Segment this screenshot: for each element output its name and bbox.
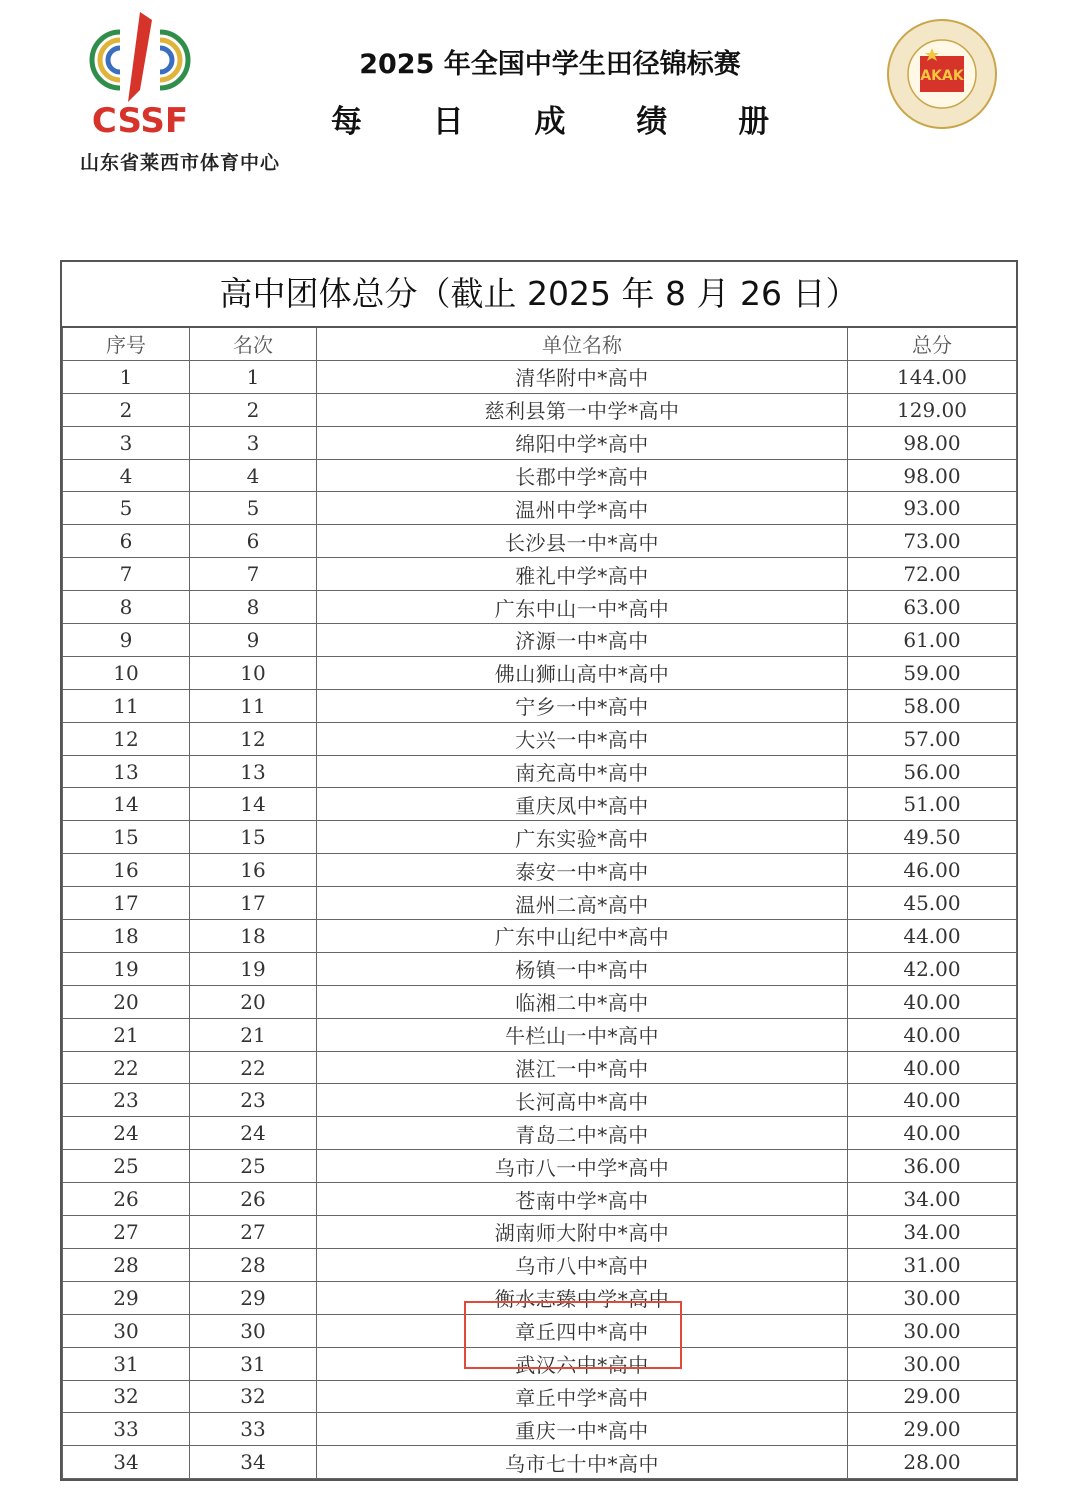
cell-index: 31: [63, 1347, 190, 1380]
cell-total: 28.00: [848, 1446, 1017, 1479]
cell-total: 98.00: [848, 459, 1017, 492]
cell-index: 17: [63, 887, 190, 920]
cell-total: 63.00: [848, 591, 1017, 624]
cell-team: 温州二高*高中: [317, 887, 848, 920]
cell-rank: 21: [190, 1018, 317, 1051]
table-row: [63, 1117, 1017, 1150]
cell-team: 长沙县一中*高中: [317, 525, 848, 558]
cell-rank: 29: [190, 1281, 317, 1314]
cell-rank: 12: [190, 722, 317, 755]
cell-index: 24: [63, 1117, 190, 1150]
table-row: [63, 393, 1017, 426]
cell-index: 32: [63, 1380, 190, 1413]
cell-index: 7: [63, 558, 190, 591]
cell-index: 34: [63, 1446, 190, 1479]
cell-team: 佛山狮山高中*高中: [317, 656, 848, 689]
column-header-rank: 名次: [190, 328, 317, 360]
cell-index: 29: [63, 1281, 190, 1314]
highlight-box: [464, 1301, 682, 1369]
cell-team: 重庆凤中*高中: [317, 788, 848, 821]
cell-team: 清华附中*高中: [317, 360, 848, 393]
cell-rank: 23: [190, 1084, 317, 1117]
cell-index: 23: [63, 1084, 190, 1117]
table-row: [63, 426, 1017, 459]
table-row: [63, 952, 1017, 985]
athletics-association-seal: [886, 18, 998, 130]
table-row: [63, 656, 1017, 689]
cell-total: 72.00: [848, 558, 1017, 591]
event-title: 2025 年全国中学生田径锦标赛: [359, 49, 741, 80]
cell-index: 14: [63, 788, 190, 821]
cell-rank: 14: [190, 788, 317, 821]
table-row: [63, 492, 1017, 525]
cell-total: 31.00: [848, 1248, 1017, 1281]
cell-team: 湖南师大附中*高中: [317, 1216, 848, 1249]
cell-index: 15: [63, 821, 190, 854]
cell-team: 广东中山纪中*高中: [317, 920, 848, 953]
cell-total: 30.00: [848, 1347, 1017, 1380]
cell-team: 济源一中*高中: [317, 624, 848, 657]
svg-text:AKAK: AKAK: [920, 68, 964, 84]
cell-total: 93.00: [848, 492, 1017, 525]
cell-team: 乌市八中*高中: [317, 1248, 848, 1281]
cell-index: 13: [63, 755, 190, 788]
cell-index: 4: [63, 459, 190, 492]
table-row: [63, 821, 1017, 854]
cell-team: 泰安一中*高中: [317, 854, 848, 887]
cell-total: 61.00: [848, 624, 1017, 657]
cell-index: 26: [63, 1183, 190, 1216]
cell-rank: 31: [190, 1347, 317, 1380]
table-row: [63, 1380, 1017, 1413]
cell-team: 大兴一中*高中: [317, 722, 848, 755]
cell-index: 19: [63, 952, 190, 985]
cell-total: 29.00: [848, 1380, 1017, 1413]
cell-index: 21: [63, 1018, 190, 1051]
cell-index: 11: [63, 689, 190, 722]
cell-total: 40.00: [848, 1117, 1017, 1150]
cell-team: 湛江一中*高中: [317, 1051, 848, 1084]
cell-rank: 7: [190, 558, 317, 591]
cssf-logo-text: CSSF: [91, 101, 189, 140]
cell-rank: 8: [190, 591, 317, 624]
table-row: [63, 854, 1017, 887]
table-row: [63, 558, 1017, 591]
cell-total: 36.00: [848, 1150, 1017, 1183]
cell-rank: 22: [190, 1051, 317, 1084]
cell-rank: 2: [190, 393, 317, 426]
org-name: 山东省莱西市体育中心: [80, 152, 281, 174]
cell-index: 28: [63, 1248, 190, 1281]
cell-rank: 15: [190, 821, 317, 854]
table-header-row: [63, 328, 1017, 360]
cell-index: 1: [63, 360, 190, 393]
table-row: [63, 985, 1017, 1018]
cell-rank: 19: [190, 952, 317, 985]
cell-rank: 27: [190, 1216, 317, 1249]
table-row: [63, 689, 1017, 722]
cell-total: 144.00: [848, 360, 1017, 393]
table-row: [63, 459, 1017, 492]
cell-index: 5: [63, 492, 190, 525]
cell-team: 苍南中学*高中: [317, 1183, 848, 1216]
table-row: [63, 360, 1017, 393]
cell-rank: 11: [190, 689, 317, 722]
cell-total: 49.50: [848, 821, 1017, 854]
cell-rank: 9: [190, 624, 317, 657]
cell-total: 56.00: [848, 755, 1017, 788]
cell-rank: 3: [190, 426, 317, 459]
cell-team: 乌市八一中学*高中: [317, 1150, 848, 1183]
cell-total: 30.00: [848, 1281, 1017, 1314]
cell-total: 42.00: [848, 952, 1017, 985]
cell-index: 27: [63, 1216, 190, 1249]
cell-team: 温州中学*高中: [317, 492, 848, 525]
cell-team: 衡水志臻中学*高中: [317, 1281, 848, 1314]
cell-rank: 34: [190, 1446, 317, 1479]
table-row: [63, 722, 1017, 755]
cell-index: 8: [63, 591, 190, 624]
table-row: [63, 591, 1017, 624]
cell-total: 34.00: [848, 1183, 1017, 1216]
cell-index: 6: [63, 525, 190, 558]
table-row: [63, 1051, 1017, 1084]
cell-team: 绵阳中学*高中: [317, 426, 848, 459]
cell-team: 章丘中学*高中: [317, 1380, 848, 1413]
cell-total: 40.00: [848, 1084, 1017, 1117]
cell-rank: 30: [190, 1314, 317, 1347]
cell-rank: 26: [190, 1183, 317, 1216]
cell-total: 40.00: [848, 985, 1017, 1018]
cell-index: 12: [63, 722, 190, 755]
cell-team: 南充高中*高中: [317, 755, 848, 788]
team-score-table: [60, 260, 1018, 1481]
table-row: [63, 788, 1017, 821]
cell-total: 40.00: [848, 1051, 1017, 1084]
cell-team: 广东实验*高中: [317, 821, 848, 854]
cell-total: 58.00: [848, 689, 1017, 722]
table-row: [63, 525, 1017, 558]
cell-total: 34.00: [848, 1216, 1017, 1249]
cell-rank: 13: [190, 755, 317, 788]
cell-team: 慈利县第一中学*高中: [317, 393, 848, 426]
cell-index: 2: [63, 393, 190, 426]
book-title: 每 日 成 绩 册: [330, 104, 800, 140]
cell-index: 33: [63, 1413, 190, 1446]
table-row: [63, 920, 1017, 953]
cell-team: 广东中山一中*高中: [317, 591, 848, 624]
cell-team: 青岛二中*高中: [317, 1117, 848, 1150]
cell-total: 57.00: [848, 722, 1017, 755]
cell-rank: 18: [190, 920, 317, 953]
cell-team: 临湘二中*高中: [317, 985, 848, 1018]
cell-rank: 25: [190, 1150, 317, 1183]
table-row: [63, 755, 1017, 788]
cell-total: 45.00: [848, 887, 1017, 920]
table-row: [63, 887, 1017, 920]
cell-team: 杨镇一中*高中: [317, 952, 848, 985]
cell-team: 牛栏山一中*高中: [317, 1018, 848, 1051]
cell-total: 30.00: [848, 1314, 1017, 1347]
cell-total: 40.00: [848, 1018, 1017, 1051]
cell-index: 30: [63, 1314, 190, 1347]
cell-total: 59.00: [848, 656, 1017, 689]
cell-index: 9: [63, 624, 190, 657]
column-header-team: 单位名称: [317, 328, 848, 360]
column-header-index: 序号: [63, 328, 190, 360]
cell-rank: 32: [190, 1380, 317, 1413]
cell-total: 29.00: [848, 1413, 1017, 1446]
table-row: [63, 1183, 1017, 1216]
cell-team: 长河高中*高中: [317, 1084, 848, 1117]
cell-total: 98.00: [848, 426, 1017, 459]
table-row: [63, 1150, 1017, 1183]
cell-index: 25: [63, 1150, 190, 1183]
table-row: [63, 1084, 1017, 1117]
cell-total: 73.00: [848, 525, 1017, 558]
cell-rank: 24: [190, 1117, 317, 1150]
cell-rank: 16: [190, 854, 317, 887]
cell-team: 重庆一中*高中: [317, 1413, 848, 1446]
cell-rank: 6: [190, 525, 317, 558]
cell-team: 雅礼中学*高中: [317, 558, 848, 591]
cell-index: 3: [63, 426, 190, 459]
cell-rank: 10: [190, 656, 317, 689]
column-header-total: 总分: [848, 328, 1017, 360]
table-title: 高中团体总分（截止 2025 年 8 月 26 日）: [62, 262, 1016, 328]
cell-total: 44.00: [848, 920, 1017, 953]
cell-rank: 1: [190, 360, 317, 393]
table-row: [63, 1248, 1017, 1281]
cell-rank: 4: [190, 459, 317, 492]
cell-rank: 33: [190, 1413, 317, 1446]
table-row: [63, 1446, 1017, 1479]
table-row: [63, 1413, 1017, 1446]
cell-rank: 5: [190, 492, 317, 525]
cell-team: 乌市七十中*高中: [317, 1446, 848, 1479]
cell-total: 46.00: [848, 854, 1017, 887]
cell-index: 10: [63, 656, 190, 689]
cell-index: 18: [63, 920, 190, 953]
cell-total: 51.00: [848, 788, 1017, 821]
cell-index: 16: [63, 854, 190, 887]
cell-rank: 17: [190, 887, 317, 920]
cell-rank: 28: [190, 1248, 317, 1281]
table-row: [63, 1216, 1017, 1249]
cell-rank: 20: [190, 985, 317, 1018]
cell-team: 武汉六中*高中: [317, 1347, 848, 1380]
table-row: [63, 624, 1017, 657]
cell-total: 129.00: [848, 393, 1017, 426]
cell-index: 20: [63, 985, 190, 1018]
cell-team: 宁乡一中*高中: [317, 689, 848, 722]
cell-index: 22: [63, 1051, 190, 1084]
page-header: [0, 0, 1080, 200]
cell-team: 长郡中学*高中: [317, 459, 848, 492]
cell-team: 章丘四中*高中: [317, 1314, 848, 1347]
table-row: [63, 1018, 1017, 1051]
